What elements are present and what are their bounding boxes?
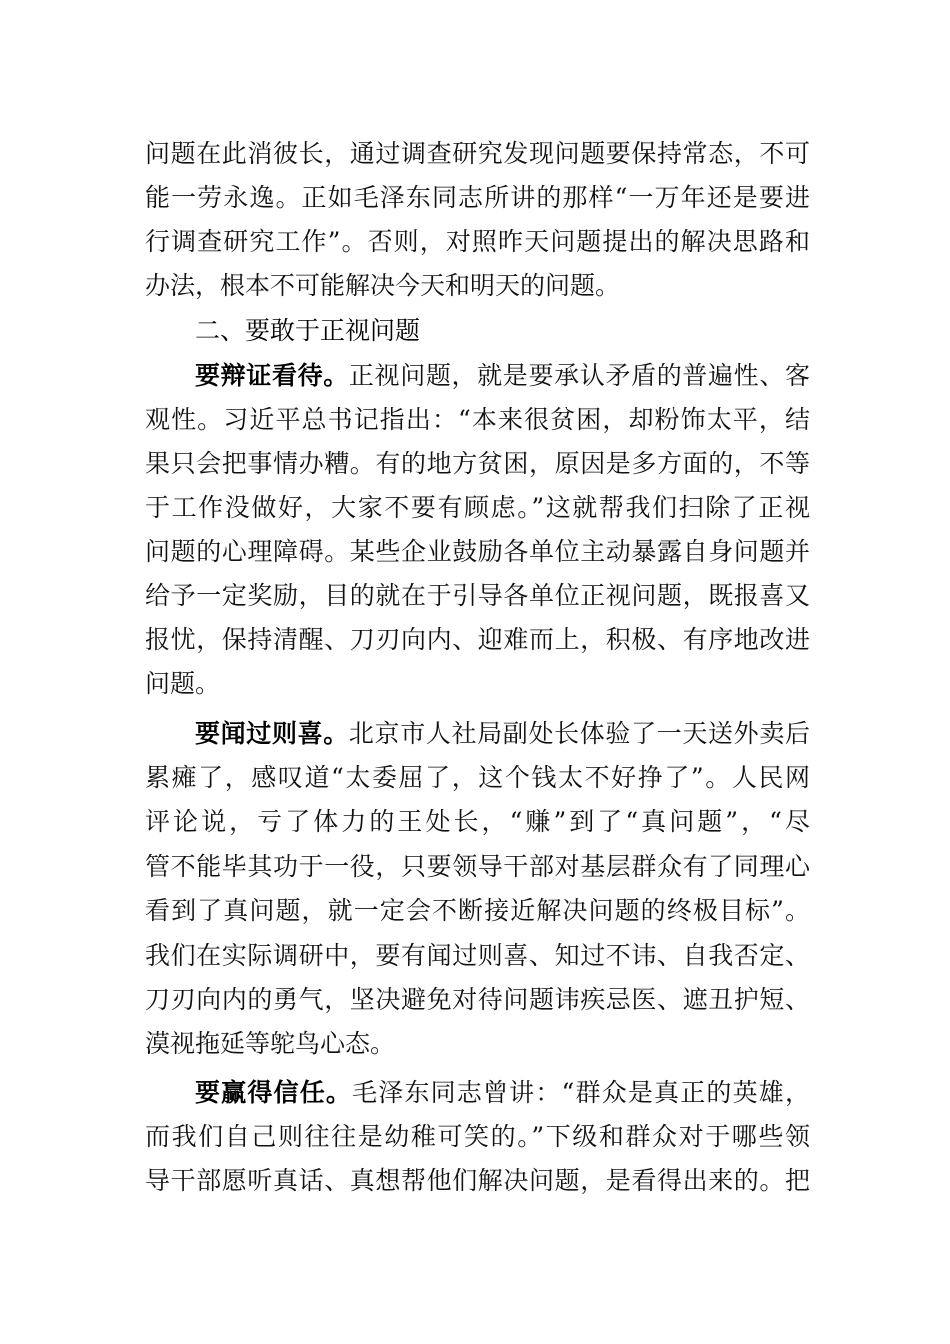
para3-line-8: 漠视拖延等鸵鸟心态。	[145, 1029, 396, 1058]
para2-line-6: 给予一定奖励，目的就在于引导各单位正视问题，既报喜又	[145, 581, 810, 610]
para2-first-line-text: 正视问题，就是要承认矛盾的普遍性、客	[348, 361, 810, 390]
para3-line-1	[195, 712, 810, 756]
para3-line-4: 管不能毕其功于一役，只要领导干部对基层群众有了同理心	[145, 852, 810, 881]
para2-line-5: 问题的心理障碍。某些企业鼓励各单位主动暴露自身问题并	[145, 537, 810, 566]
para1-line-3: 行调查研究工作”。否则，对照昨天问题提出的解决思路和	[145, 227, 810, 256]
para3-lead: 要闻过则喜。	[195, 719, 349, 748]
para1-line-2: 能一劳永逸。正如毛泽东同志所讲的那样“一万年还是要进	[145, 183, 810, 212]
para2-line-4: 于工作没做好，大家不要有顾虑。”这就帮我们扫除了正视	[145, 493, 810, 522]
para2-line-1	[195, 354, 810, 398]
para4-line-2: 而我们自己则往往是幼稚可笑的。”下级和群众对于哪些领	[145, 1122, 810, 1151]
para1-line-4: 办法，根本不可能解决今天和明天的问题。	[145, 271, 621, 300]
para4-lead: 要赢得信任。	[195, 1078, 353, 1107]
para4-first-line-text: 毛泽东同志曾讲：“群众是真正的英雄，	[352, 1078, 810, 1107]
para3-line-6: 我们在实际调研中，要有闻过则喜、知过不讳、自我否定、	[145, 941, 810, 970]
para3-first-line-text: 北京市人社局副处长体验了一天送外卖后	[348, 719, 810, 748]
para2-line-3: 果只会把事情办糟。有的地方贫困，原因是多方面的，不等	[145, 449, 810, 478]
para2-line-8: 问题。	[145, 669, 221, 698]
para2-line-7: 报忧，保持清醒、刀刃向内、迎难而上，积极、有序地改进	[145, 625, 810, 654]
para3-line-2: 累瘫了，感叹道“太委屈了，这个钱太不好挣了”。人民网	[145, 763, 810, 792]
para3-line-7: 刀刃向内的勇气，坚决避免对待问题讳疾忌医、遮丑护短、	[145, 985, 810, 1014]
para2-lead: 要辩证看待。	[195, 361, 349, 390]
para4-line-1	[195, 1071, 810, 1115]
para1-line-1: 问题在此消彼长，通过调查研究发现问题要保持常态，不可	[145, 139, 810, 168]
para2-line-2: 观性。习近平总书记指出：“本来很贫困，却粉饰太平，结	[145, 405, 810, 434]
para3-line-3: 评论说，亏了体力的王处长，“赚”到了“真问题”，“尽	[145, 807, 810, 836]
para3-line-5: 看到了真问题，就一定会不断接近解决问题的终极目标”。	[145, 896, 810, 925]
para4-line-3: 导干部愿听真话、真想帮他们解决问题，是看得出来的。把	[145, 1166, 810, 1195]
section-heading: 二、要敢于正视问题	[195, 316, 421, 345]
